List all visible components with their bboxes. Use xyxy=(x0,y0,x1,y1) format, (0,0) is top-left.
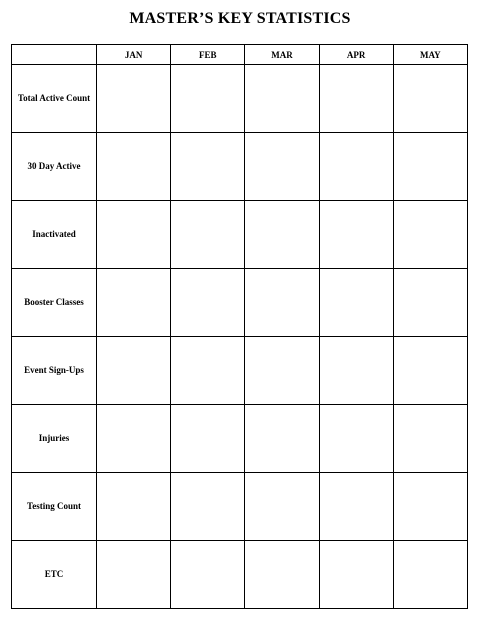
table-cell[interactable] xyxy=(393,473,467,541)
table-cell[interactable] xyxy=(245,337,319,405)
row-label: 30 Day Active xyxy=(12,133,97,201)
table-row xyxy=(12,473,468,541)
header-row xyxy=(12,45,468,65)
table-row xyxy=(12,133,468,201)
table-cell[interactable] xyxy=(319,337,393,405)
table-cell[interactable] xyxy=(393,405,467,473)
table-cell[interactable] xyxy=(393,337,467,405)
table-cell[interactable] xyxy=(393,269,467,337)
table-row xyxy=(12,65,468,133)
table-cell[interactable] xyxy=(245,201,319,269)
table-row xyxy=(12,269,468,337)
table-cell[interactable] xyxy=(171,269,245,337)
table-cell[interactable] xyxy=(97,201,171,269)
corner-cell xyxy=(12,45,97,65)
table-cell[interactable] xyxy=(319,473,393,541)
column-header-feb: FEB xyxy=(171,45,245,65)
table-cell[interactable] xyxy=(319,405,393,473)
table-cell[interactable] xyxy=(97,133,171,201)
table-row xyxy=(12,541,468,609)
table-cell[interactable] xyxy=(393,65,467,133)
column-header-jan: JAN xyxy=(97,45,171,65)
row-label: Injuries xyxy=(12,405,97,473)
table-cell[interactable] xyxy=(245,269,319,337)
table-cell[interactable] xyxy=(319,133,393,201)
table-row xyxy=(12,405,468,473)
table-cell[interactable] xyxy=(171,337,245,405)
table-cell[interactable] xyxy=(393,133,467,201)
table-cell[interactable] xyxy=(171,201,245,269)
table-row xyxy=(12,337,468,405)
row-label: Testing Count xyxy=(12,473,97,541)
table-cell[interactable] xyxy=(171,541,245,609)
table-cell[interactable] xyxy=(171,133,245,201)
table-row xyxy=(12,201,468,269)
table-cell[interactable] xyxy=(319,65,393,133)
table-cell[interactable] xyxy=(319,269,393,337)
statistics-table xyxy=(11,44,468,609)
table-cell[interactable] xyxy=(319,541,393,609)
table-cell[interactable] xyxy=(319,201,393,269)
table-cell[interactable] xyxy=(245,541,319,609)
table-cell[interactable] xyxy=(393,541,467,609)
table-cell[interactable] xyxy=(171,65,245,133)
table-cell[interactable] xyxy=(245,133,319,201)
column-header-mar: MAR xyxy=(245,45,319,65)
row-label: Total Active Count xyxy=(12,65,97,133)
page-title: MASTER’S KEY STATISTICS xyxy=(129,10,351,27)
table-cell[interactable] xyxy=(245,65,319,133)
row-label: Inactivated xyxy=(12,201,97,269)
table-cell[interactable] xyxy=(97,269,171,337)
row-label: Booster Classes xyxy=(12,269,97,337)
table-cell[interactable] xyxy=(97,405,171,473)
column-header-apr: APR xyxy=(319,45,393,65)
row-label: Event Sign-Ups xyxy=(12,337,97,405)
table-cell[interactable] xyxy=(97,337,171,405)
table-cell[interactable] xyxy=(97,473,171,541)
table-cell[interactable] xyxy=(97,541,171,609)
table-cell[interactable] xyxy=(171,473,245,541)
table-cell[interactable] xyxy=(393,201,467,269)
table-cell[interactable] xyxy=(97,65,171,133)
table-cell[interactable] xyxy=(171,405,245,473)
table-cell[interactable] xyxy=(245,405,319,473)
row-label: ETC xyxy=(12,541,97,609)
table-cell[interactable] xyxy=(245,473,319,541)
column-header-may: MAY xyxy=(393,45,467,65)
